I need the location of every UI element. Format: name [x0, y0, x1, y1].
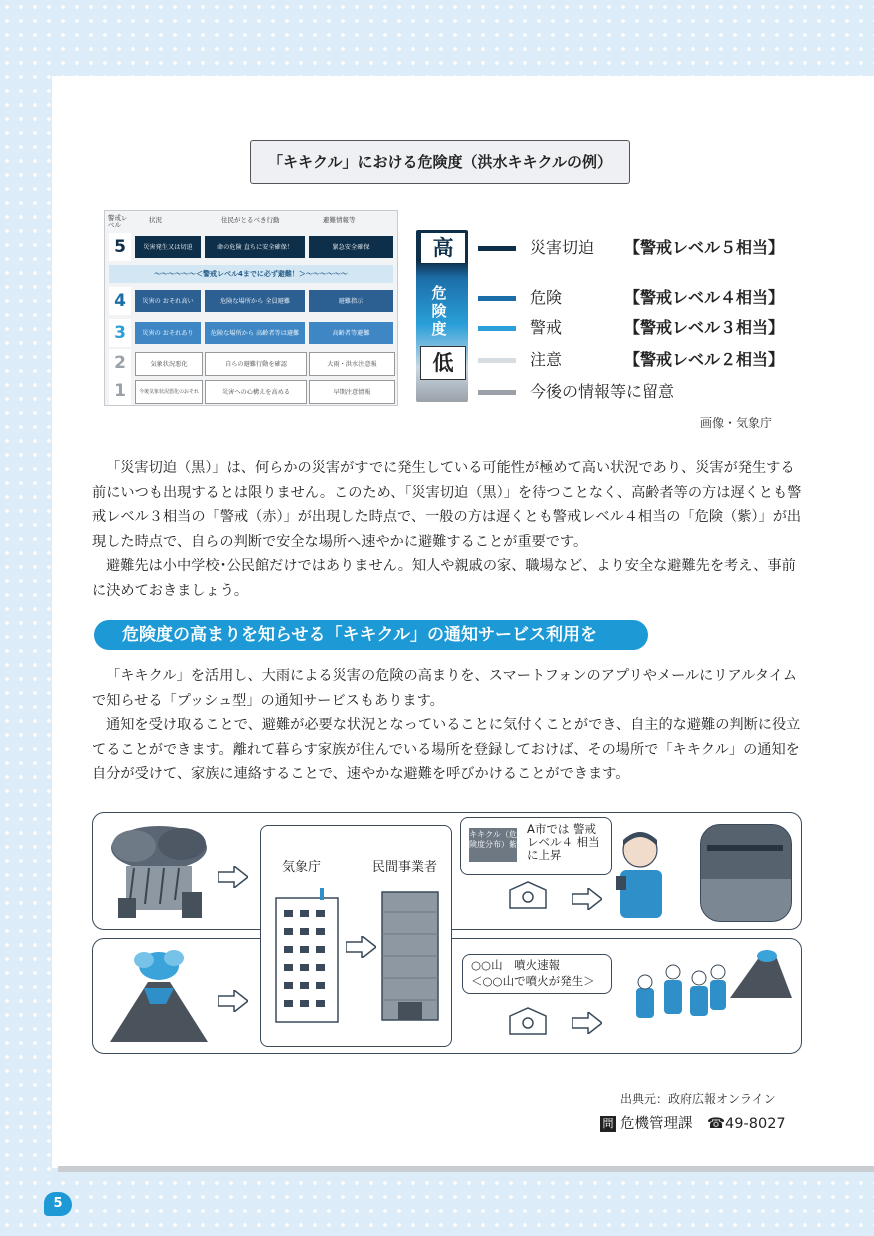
legend-item [476, 380, 796, 404]
row-situation: 災害発生又は切迫 [135, 236, 201, 258]
company-building-illustration [380, 890, 440, 1022]
paragraph: 通知を受け取ることで、避難が必要な状況となっていることに気付くことができ、自主的な避難の判断に役立てることができます。離れて暮らす家族が住んでいる場所を登録しておけば、その場所で「キキクル」の通知を自分が受けて、家族に連絡することで、速やかな避難を呼びかけることができます。 [92, 717, 801, 783]
legend-name: 今後の情報等に留意 [530, 382, 675, 401]
agency-jma-label: 気象庁 [282, 860, 322, 875]
row-action: 命の危険 直ちに安全確保！ [205, 236, 305, 258]
section-heading: 危険度の高まりを知らせる「キキクル」の通知サービス利用を [94, 620, 648, 650]
row-info: 高齢者等避難 [309, 322, 393, 344]
legend-swatch [478, 296, 516, 301]
table-row [109, 349, 393, 377]
arrow-icon [218, 990, 248, 1012]
contact-info [600, 1112, 786, 1133]
arrow-icon [218, 866, 248, 888]
table-row [109, 287, 393, 315]
department-name: 危機管理課 [620, 1116, 693, 1132]
row-situation: 災害の おそれあり [135, 322, 201, 344]
jma-building-illustration [274, 888, 342, 1024]
row-action: 危険な場所から 高齢者等は避難 [205, 322, 305, 344]
rain-notification-bubble [460, 817, 612, 875]
row-level: 4 [109, 287, 131, 315]
phone-number: ☎49-8027 [707, 1116, 786, 1132]
header-info: 避難情報等 [323, 216, 356, 224]
paragraph: 避難先は小中学校･公民館だけではありません。知人や親戚の家、職場など、より安全な避難先を考え、事前に決めておきましょう。 [92, 558, 796, 599]
inquiry-tag: 問 [600, 1116, 616, 1132]
table-banner: 〜〜〜〜〜〜＜警戒レベル4までに必ず避難！＞〜〜〜〜〜〜 [109, 265, 393, 283]
email-icon [508, 1006, 548, 1036]
row-info: 避難指示 [309, 290, 393, 312]
volcano-illustration [104, 946, 214, 1046]
row-info: 緊急安全確保 [309, 236, 393, 258]
alert-level-table [104, 210, 398, 406]
evacuating-people-illustration [612, 950, 792, 1040]
scale-mid-label: 危険度 [431, 284, 447, 338]
source-credit: 出典元：政府広報オンライン [620, 1092, 776, 1106]
agency-private-label: 民間事業者 [372, 860, 438, 875]
header-situation: 状況 [149, 216, 162, 224]
arrow-icon [346, 936, 376, 958]
table-header [105, 211, 397, 229]
row-action: 災害への心構えを高める [205, 380, 307, 404]
body-text-1 [92, 456, 804, 604]
person-with-phone-illustration [612, 828, 672, 920]
legend-item [476, 236, 796, 260]
eruption-notification-line1: ○○山 噴火速報 [471, 958, 561, 972]
body-text-2 [92, 664, 804, 787]
paragraph: 「キキクル」を活用し、大雨による災害の危険の高まりを、スマートフォンのアプリやメールにリアルタイムで知らせる「プッシュ型」の通知サービスもあります。 [92, 668, 798, 709]
storm-cloud-illustration [104, 820, 214, 920]
legend-name: 警戒 [530, 318, 563, 337]
legend-swatch [478, 326, 516, 331]
legend-item [476, 286, 796, 310]
scale-low-label: 低 [420, 346, 466, 380]
row-situation: 災害の おそれ高い [135, 290, 201, 312]
legend-level: 【警戒レベル２相当】 [624, 350, 785, 369]
email-icon [508, 880, 548, 910]
table-row [109, 319, 393, 347]
legend-swatch [478, 390, 516, 395]
legend-swatch [478, 358, 516, 363]
legend-item [476, 316, 796, 340]
legend-level: 【警戒レベル５相当】 [624, 238, 785, 257]
row-level: 1 [109, 377, 131, 405]
row-level: 3 [109, 319, 131, 347]
table-row [109, 377, 393, 405]
table-row [109, 233, 393, 261]
header-action: 住民がとるべき行動 [221, 216, 280, 224]
row-level: 5 [109, 233, 131, 261]
row-action: 危険な場所から 全員避難 [205, 290, 305, 312]
scale-high-label: 高 [420, 232, 466, 264]
legend-name: 災害切迫 [530, 238, 595, 257]
header-level: 警戒レベル [108, 214, 128, 229]
footer-divider [58, 1166, 874, 1172]
legend-level: 【警戒レベル３相当】 [624, 318, 785, 337]
row-action: 自らの避難行動を確認 [205, 352, 307, 376]
eruption-notification-line2: ＜○○山で噴火が発生＞ [471, 974, 595, 988]
row-level: 2 [109, 349, 131, 377]
legend-swatch [478, 246, 516, 251]
legend-item [476, 348, 796, 372]
paragraph: 「災害切迫（黒）」は、何らかの災害がすでに発生している可能性が極めて高い状況であり、災害が発生する前にいつも出現するとは限りません。このため、「災害切迫（黒）」を待つことなく、高齢者等の方は遅くとも警戒レベル３相当の「警戒（赤）」が出現した時点で、一般の方は遅くとも警戒レベル４相当の「危険（紫）」が出現した時点で、自らの判断で安全な場所へ速やかに避難することが重要です。 [92, 460, 802, 550]
legend-level: 【警戒レベル４相当】 [624, 288, 785, 307]
rain-notification-text: A市では 警戒レベル４ 相当に上昇 [527, 822, 600, 862]
figure-title: 「キキクル」における危険度（洪水キキクルの例） [250, 140, 630, 184]
row-info: 大雨・洪水注意報 [309, 352, 395, 376]
image-credit: 画像・気象庁 [700, 416, 773, 430]
eruption-notification-bubble [462, 954, 612, 994]
row-info: 早期注意情報 [309, 380, 395, 404]
legend-name: 注意 [530, 350, 563, 369]
arrow-icon [572, 888, 602, 910]
kikikuru-badge: キキクル（危険度分布）紫 [469, 828, 517, 862]
page-number: 5 [44, 1192, 72, 1216]
row-situation: 気象状況悪化 [135, 352, 203, 376]
row-situation: 今後気象状況悪化のおそれ [135, 380, 203, 404]
legend-name: 危険 [530, 288, 563, 307]
arrow-icon [572, 1012, 602, 1034]
flood-scene-illustration [700, 824, 792, 922]
